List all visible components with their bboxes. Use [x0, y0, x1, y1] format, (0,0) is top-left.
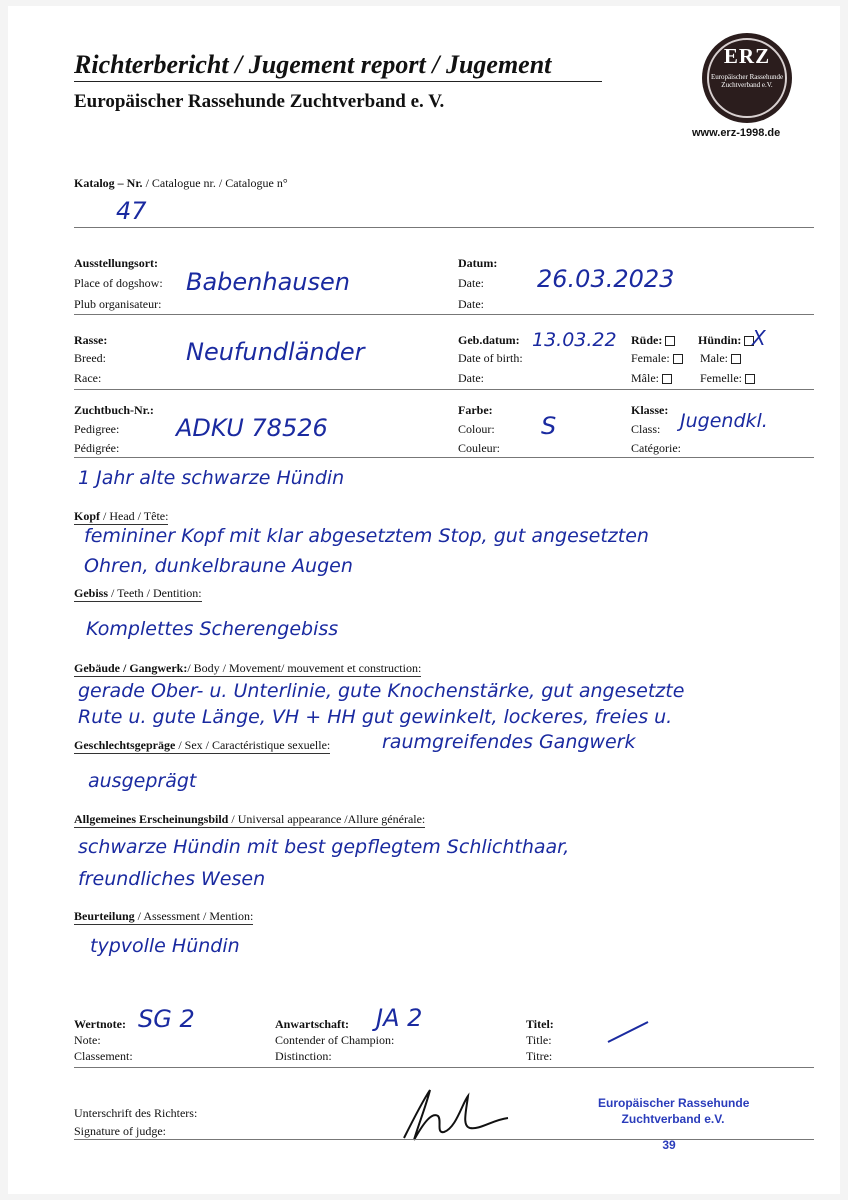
date-label-fr: Date: [458, 297, 484, 311]
male-checkbox[interactable] [665, 336, 675, 346]
dob-label: Geb.datum: [458, 333, 520, 347]
male-fr-label: Mâle: [631, 371, 672, 386]
show-place-value: Babenhausen [186, 268, 350, 296]
logo-erz-text: ERZ [723, 44, 771, 68]
title-label-en: Title: [526, 1033, 552, 1047]
show-date-value: 26.03.2023 [537, 265, 675, 293]
head-text-line1: femininer Kopf mit klar abgesetztem Stop, gut angesetzten [84, 525, 649, 547]
female-en-checkbox[interactable] [673, 354, 683, 364]
date-label-en: Date: [458, 276, 484, 290]
title-underline [74, 81, 602, 82]
pedigree-label-fr: Pédigrée: [74, 441, 120, 455]
logo-small-text: Europäischer Rassehunde Zuchtverband e.V. [710, 73, 784, 89]
dob-value: 13.03.22 [532, 329, 617, 351]
colour-label: Farbe: [458, 403, 493, 417]
breed-label-fr: Race: [74, 371, 102, 385]
erz-logo [702, 33, 792, 123]
breed-label-en: Breed: [74, 351, 106, 365]
pedigree-label-en: Pedigree: [74, 422, 120, 436]
class-label: Klasse: [631, 403, 669, 417]
teeth-label: Gebiss / Teeth / Dentition: [74, 586, 202, 600]
female-fr-label: Femelle: [700, 371, 755, 386]
title-label: Titel: [526, 1017, 554, 1031]
title-dash-mark [604, 1018, 654, 1048]
show-label-fr: Plub organisateur: [74, 297, 162, 311]
website-url: www.erz-1998.de [692, 127, 781, 139]
grade-label-fr: Classement: [74, 1049, 133, 1063]
female-fr-checkbox[interactable] [745, 374, 755, 384]
cac-value: JA 2 [376, 1004, 423, 1032]
colour-value: S [541, 412, 557, 440]
breed-value: Neufundländer [186, 338, 365, 366]
appearance-label: Allgemeines Erscheinungsbild / Universal appearance /Allure générale: [74, 812, 426, 826]
appearance-text-line1: schwarze Hündin mit best gepflegtem Schlichthaar, [78, 836, 570, 858]
dob-label-fr: Date: [458, 371, 484, 385]
sex-text: ausgeprägt [88, 770, 197, 792]
male-en-label: Male: [700, 351, 741, 366]
show-label: Ausstellungsort: [74, 256, 159, 270]
cac-label-fr: Distinction: [275, 1049, 332, 1063]
show-label-en: Place of dogshow: [74, 276, 163, 290]
judge-signature [396, 1082, 516, 1144]
pedigree-value: ADKU 78526 [176, 414, 328, 442]
rule [74, 1067, 814, 1068]
stamp-number: 39 [662, 1138, 676, 1152]
stamp-line1: Europäischer Rassehunde [598, 1096, 750, 1110]
body-text-line1: gerade Ober- u. Unterlinie, gute Knochenstärke, gut angesetzte [78, 680, 685, 702]
class-label-en: Class: [631, 422, 661, 436]
body-text-line2: Rute u. gute Länge, VH + HH gut gewinkelt, lockeres, freies u. [78, 706, 673, 728]
rule [74, 389, 814, 390]
dob-label-en: Date of birth: [458, 351, 523, 365]
rule [74, 1139, 814, 1140]
class-label-fr: Catégorie: [631, 441, 681, 455]
assessment-label: Beurteilung / Assessment / Mention: [74, 909, 254, 923]
signature-label-de: Unterschrift des Richters: [74, 1106, 198, 1120]
female-checkbox-label: Hündin: [698, 333, 754, 348]
head-text-line2: Ohren, dunkelbraune Augen [84, 555, 353, 577]
rule [74, 457, 814, 458]
cac-label: Anwartschaft: [275, 1017, 349, 1031]
male-fr-checkbox[interactable] [662, 374, 672, 384]
date-label: Datum: [458, 256, 498, 270]
grade-label-en: Note: [74, 1033, 101, 1047]
male-en-checkbox[interactable] [731, 354, 741, 364]
colour-label-en: Colour: [458, 422, 495, 436]
head-label: Kopf / Head / Tête: [74, 509, 169, 523]
grade-value: SG 2 [138, 1005, 195, 1033]
female-check-mark: X [752, 326, 766, 350]
organisation-name: Europäischer Rassehunde Zuchtverband e. V. [74, 91, 445, 112]
male-checkbox-label: Rüde: [631, 333, 675, 348]
female-en-label: Female: [631, 351, 683, 366]
stamp-line2: Zuchtverband e.V. [621, 1112, 725, 1126]
assessment-text: typvolle Hündin [90, 935, 240, 957]
intro-text: 1 Jahr alte schwarze Hündin [78, 467, 345, 489]
class-value: Jugendkl. [680, 410, 768, 432]
page-title: Richterbericht / Jugement report / Jugement [74, 50, 552, 79]
catalogue-number: 47 [116, 197, 147, 225]
appearance-text-line2: freundliches Wesen [78, 868, 266, 890]
colour-label-fr: Couleur: [458, 441, 500, 455]
body-text-line3: raumgreifendes Gangwerk [382, 731, 636, 753]
rule [74, 227, 814, 228]
catalogue-label: Katalog – Nr. / Catalogue nr. / Catalogue n° [74, 176, 288, 190]
grade-label: Wertnote: [74, 1017, 126, 1031]
signature-label-en: Signature of judge: [74, 1124, 166, 1138]
title-label-fr: Titre: [526, 1049, 553, 1063]
cac-label-en: Contender of Champion: [275, 1033, 395, 1047]
breed-label: Rasse: [74, 333, 108, 347]
body-label: Gebäude / Gangwerk:/ Body / Movement/ mouvement et construction: [74, 661, 422, 675]
pedigree-label: Zuchtbuch-Nr.: [74, 403, 154, 417]
teeth-text: Komplettes Scherengebiss [86, 618, 339, 640]
rule [74, 314, 814, 315]
sex-label: Geschlechtsgepräge / Sex / Caractéristique sexuelle: [74, 738, 331, 752]
